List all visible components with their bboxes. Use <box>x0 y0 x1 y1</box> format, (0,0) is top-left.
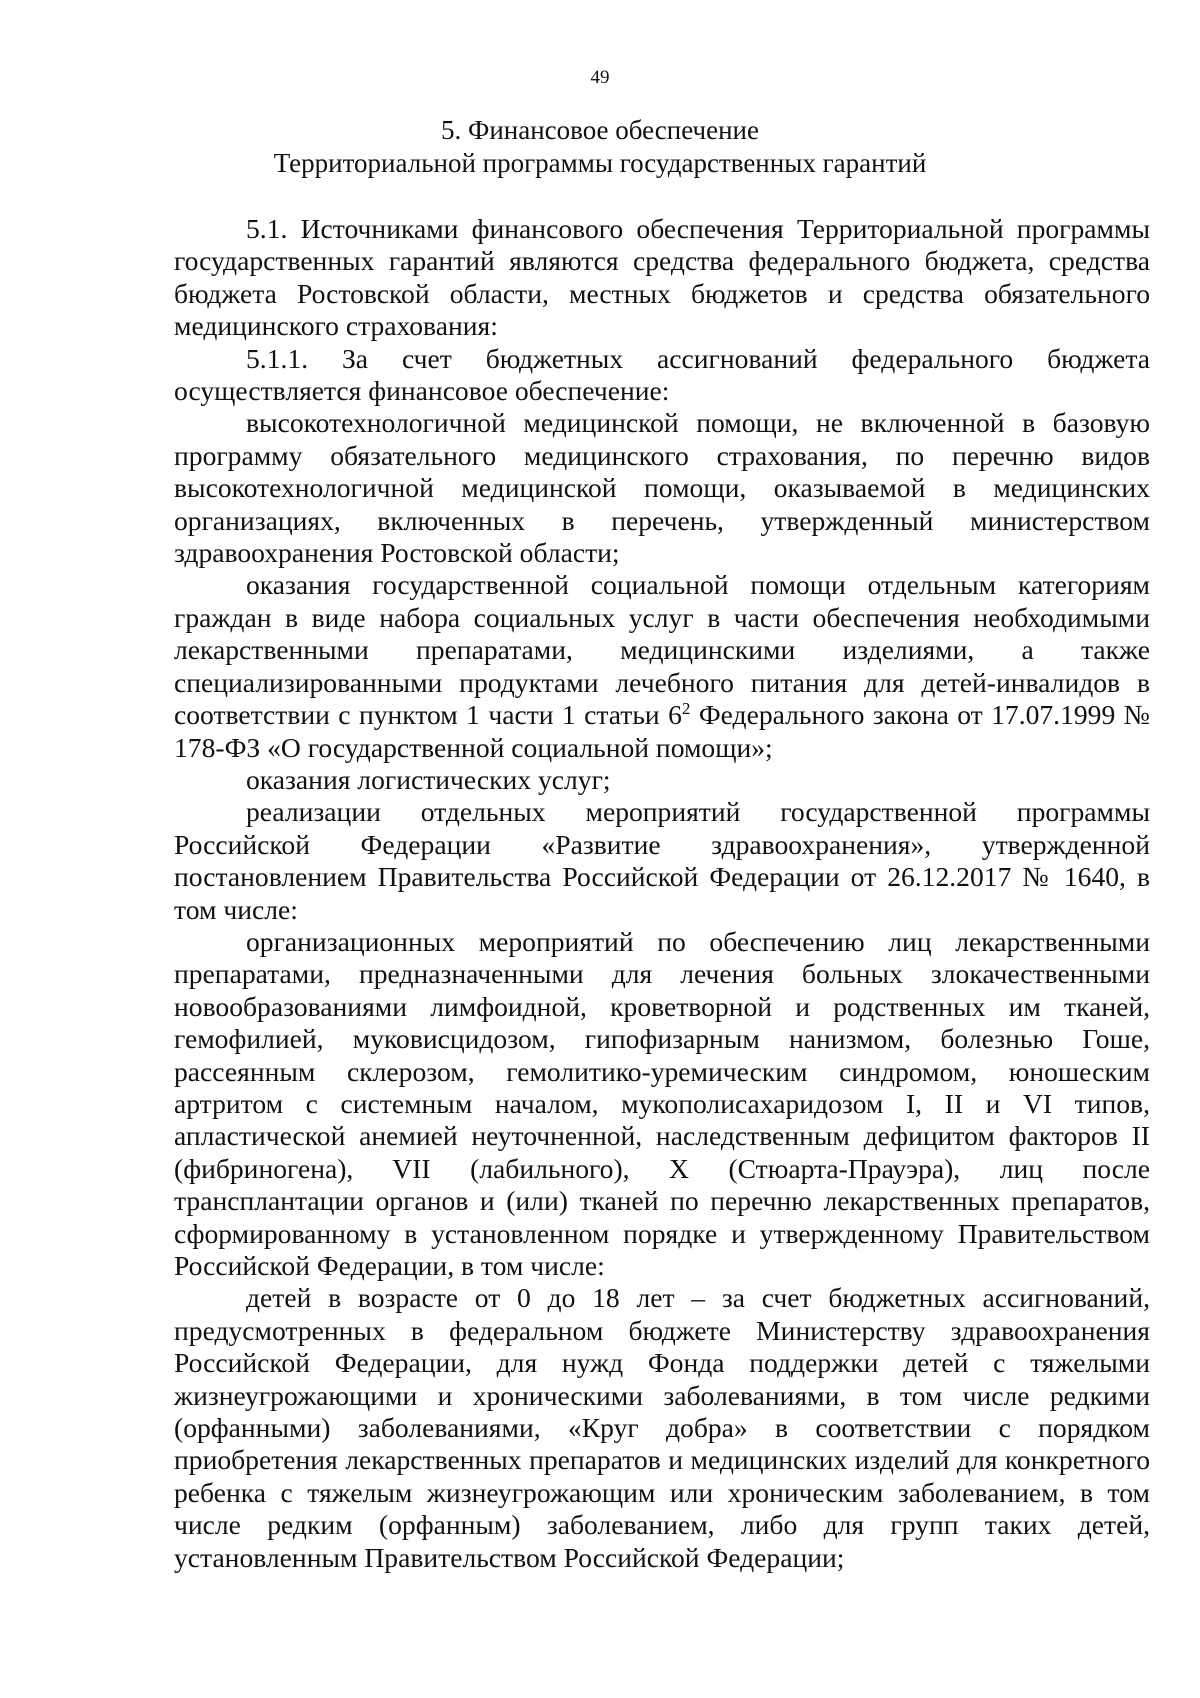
paragraph-state-program: реализации отдельных мероприятий государственной программы Российской Федерации «Развитие здравоохранения», утвержденной постановлением Правительства Российской Федерации от 26.12.2017 № 1640, в том числе: <box>174 796 1150 925</box>
paragraph-high-tech-care: высокотехнологичной медицинской помощи, не включенной в базовую программу обязательного медицинского страхования, по перечню видов высокотехнологичной медицинской помощи, оказываемой в медицинских организациях, включенных в перечень, утвержденный министерством здравоохранения Ростовской области; <box>174 407 1150 569</box>
heading-line-1: 5. Финансовое обеспечение <box>440 115 759 145</box>
paragraph-logistics: оказания логистических услуг; <box>246 763 611 795</box>
social-assistance-tail: Федерального закона от 17.07.1999 № 178-ФЗ «О государственной социальной помощи»; <box>174 699 1150 763</box>
body-text <box>174 213 1150 1574</box>
footnote-superscript: 2 <box>681 698 691 718</box>
heading-line-2: Территориальной программы государственных гарантий <box>273 148 927 178</box>
paragraph-5-1: 5.1. Источниками финансового обеспечения Территориальной программы государственных гарантий являются средства федерального бюджета, средства бюджета Ростовской области, местных бюджетов и средства обязательного медицинского страхования: <box>174 213 1150 342</box>
paragraph-5-1-1: 5.1.1. За счет бюджетных ассигнований федерального бюджета осуществляется финансовое обеспечение: <box>174 342 1150 407</box>
paragraph-social-assistance <box>174 569 1150 763</box>
paragraph-children: детей в возрасте от 0 до 18 лет – за счет бюджетных ассигнований, предусмотренных в федеральном бюджете Министерству здравоохранения Российской Федерации, для нужд Фонда поддержки детей с тяжелыми жизнеугрожающими и хроническими заболеваниями, в том числе редкими (орфанными) заболеваниями, «Круг добра» в соответствии с порядком приобретения лекарственных препаратов и медицинских изделий для конкретного ребенка с тяжелым жизнеугрожающим или хроническим заболеванием, в том числе редким (орфанным) заболеванием, либо для групп таких детей, установленным Правительством Российской Федерации; <box>174 1282 1150 1573</box>
paragraph-organizational-measures: организационных мероприятий по обеспечению лиц лекарственными препаратами, предназначенными для лечения больных злокачественными новообразованиями лимфоидной, кроветворной и родственных им тканей, гемофилией, муковисцидозом, гипофизарным нанизмом, болезнью Гоше, рассеянным склерозом, гемолитико-уремическим синдромом, юношеским артритом с системным началом, мукополисахаридозом I, II и VI типов, апластической анемией неуточненной, наследственным дефицитом факторов II (фибриногена), VII (лабильного), X (Стюарта-Прауэра), лиц после трансплантации органов и (или) тканей по перечню лекарственных препаратов, сформированному в установленном порядке и утвержденному Правительством Российской Федерации, в том числе: <box>174 925 1150 1281</box>
page-number: 49 <box>590 67 610 88</box>
social-assistance-text: оказания государственной социальной помощи отдельным категориям граждан в виде набора социальных услуг в части обеспечения необходимыми лекарственными препаратами, медицинскими изделиями, а также специализированными продуктами лечебного питания для детей-инвалидов в соответствии с пунктом 1 части 1 статьи 6 <box>174 569 1150 731</box>
section-heading <box>0 114 1200 180</box>
